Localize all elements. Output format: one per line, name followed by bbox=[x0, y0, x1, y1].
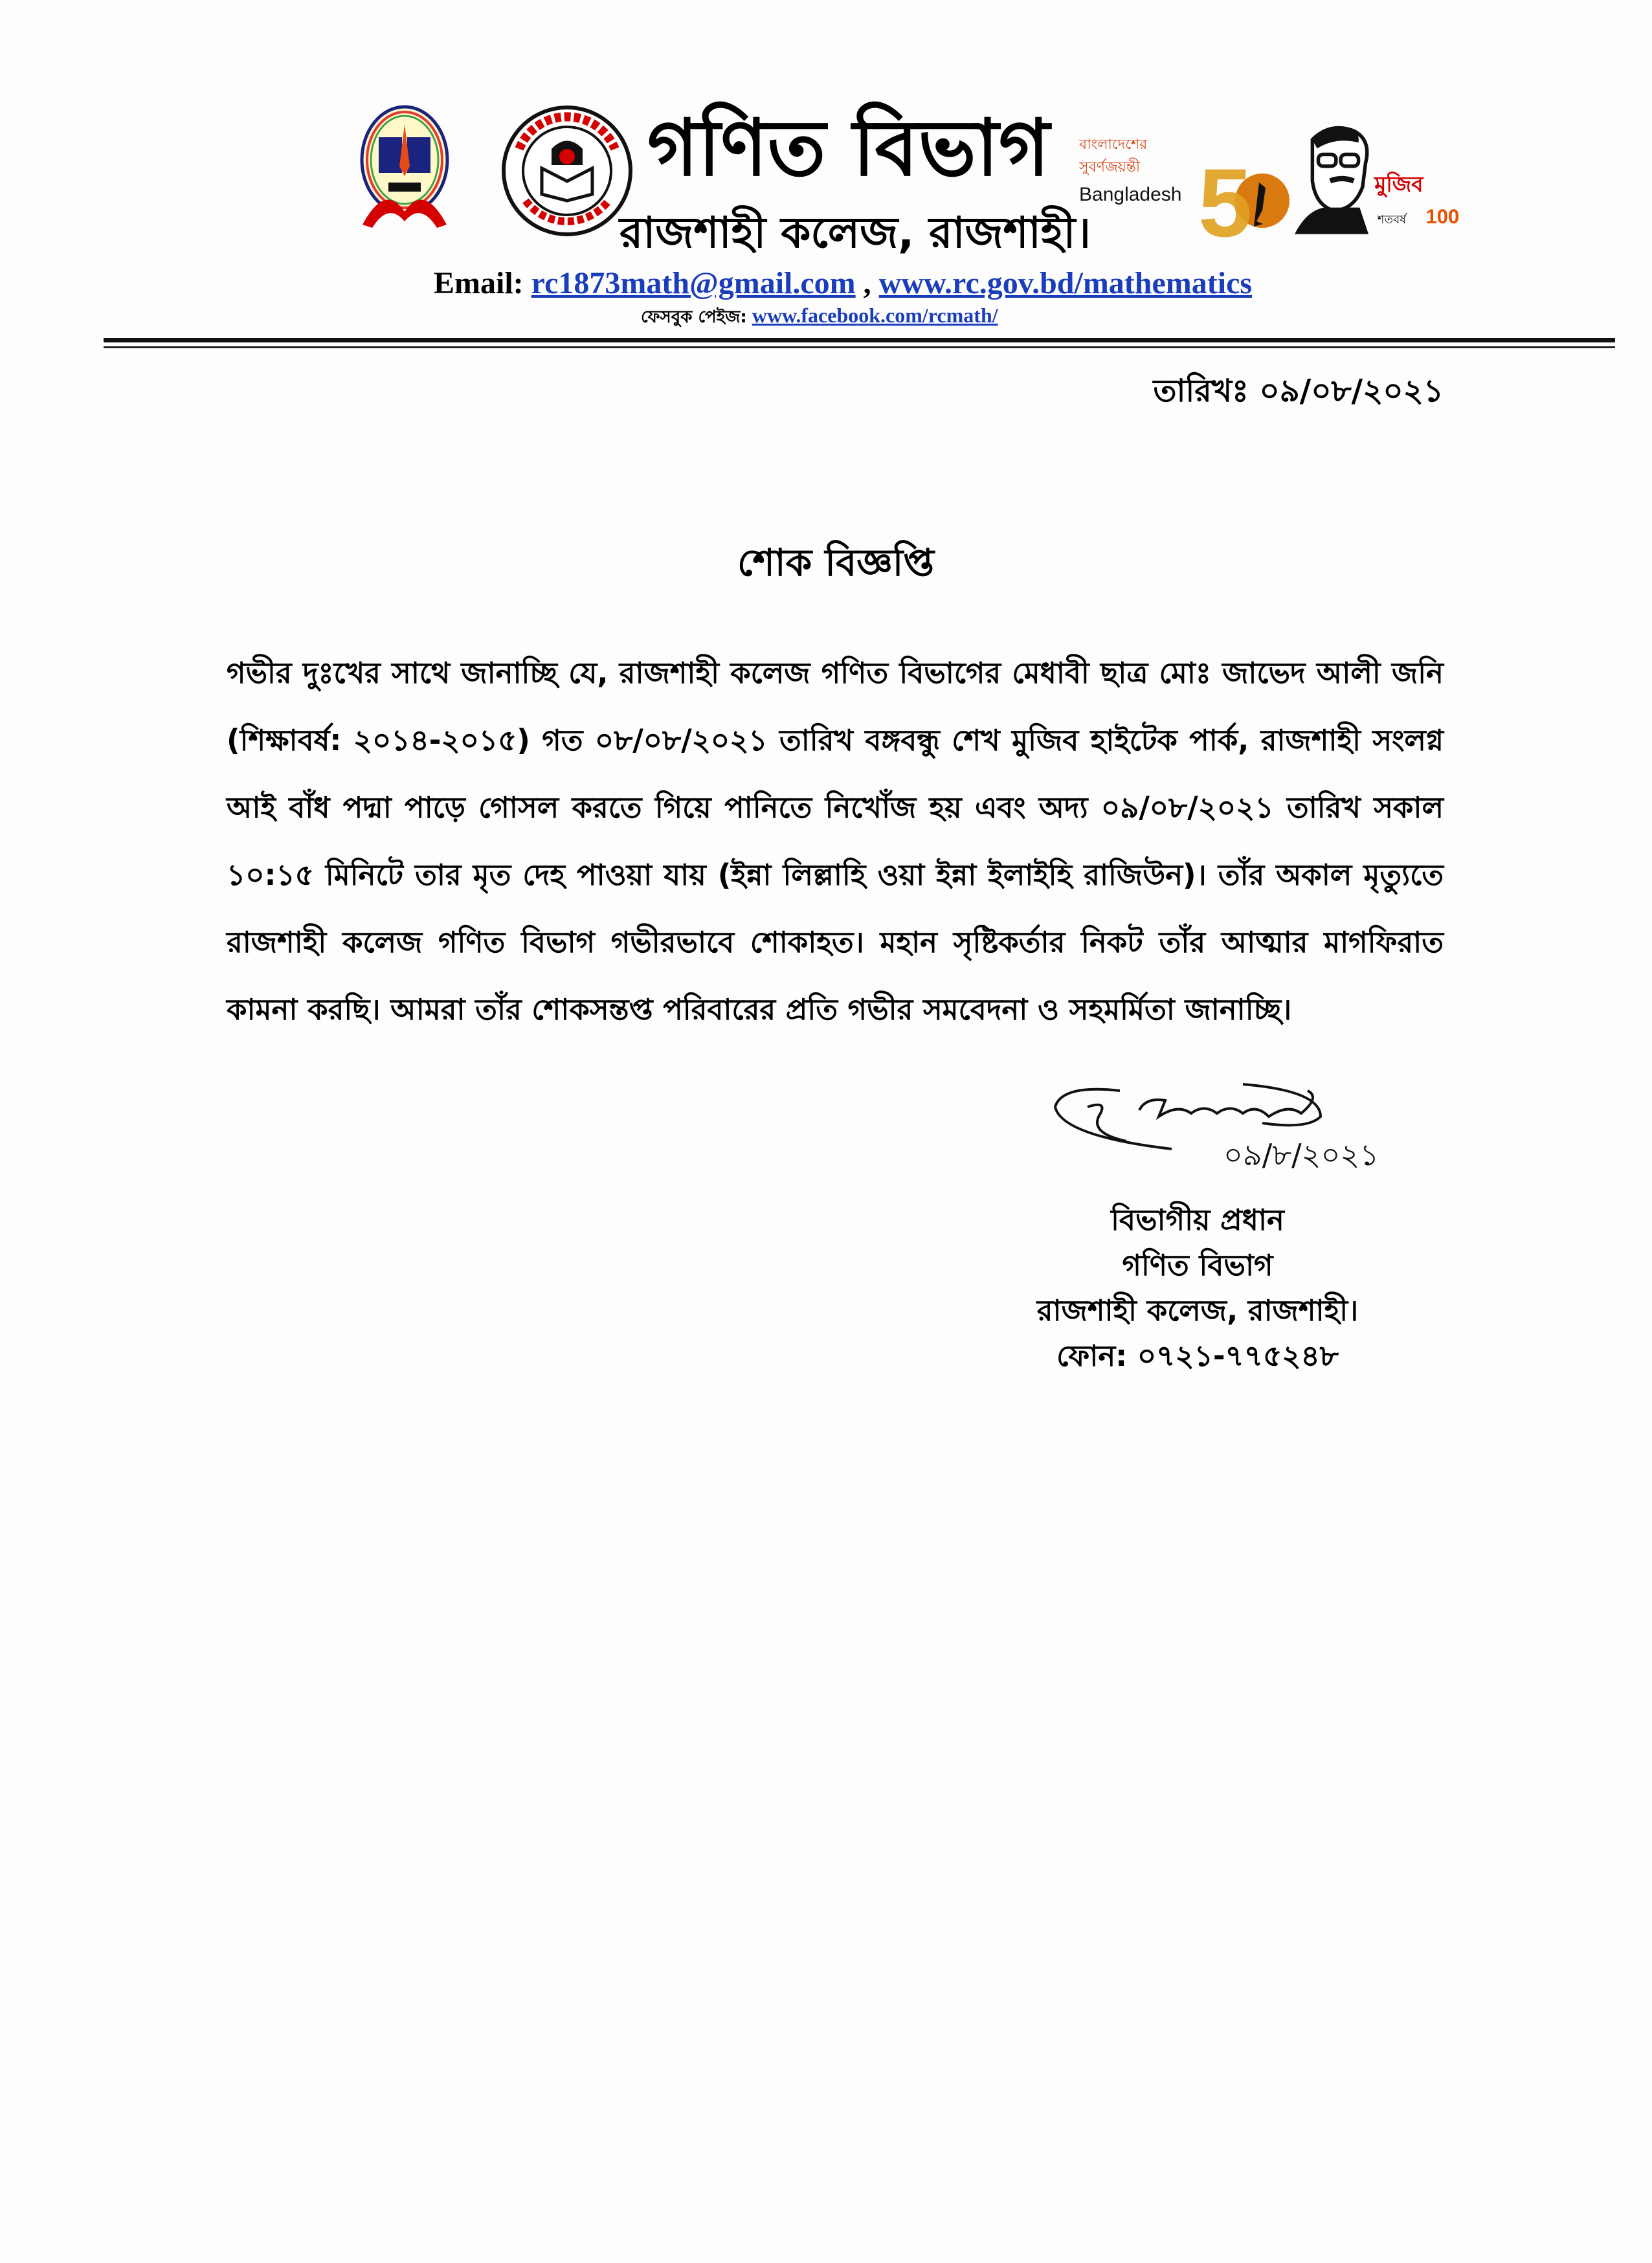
website-link[interactable]: www.rc.gov.bd/mathematics bbox=[878, 266, 1253, 300]
college-name: রাজশাহী কলেজ, রাজশাহী। bbox=[619, 208, 1091, 258]
svg-text:সুবর্ণজয়ন্তী: সুবর্ণজয়ন্তী bbox=[1079, 159, 1141, 175]
email-label: Email: bbox=[434, 266, 524, 300]
body-line: ১০:১৫ মিনিটে তার মৃত দেহ পাওয়া যায় (ইন্না লিল্লাহি ওয়া ইন্না ইলাইহি রাজিউন)। তাঁর অকাল মৃত্যুতে bbox=[227, 858, 1444, 892]
facebook-line bbox=[641, 303, 998, 329]
mujib-centenary-logo bbox=[1295, 117, 1463, 240]
signatory-institution: রাজশাহী কলেজ, রাজশাহী। bbox=[1036, 1293, 1359, 1328]
handwritten-signature bbox=[1049, 1078, 1418, 1181]
svg-text:5: 5 bbox=[1198, 148, 1253, 243]
contact-line bbox=[434, 267, 1252, 300]
svg-text:শতবর্ষ: শতবর্ষ bbox=[1377, 213, 1407, 227]
body-line: আই বাঁধ পদ্মা পাড়ে গোসল করতে গিয়ে পানিতে নিখোঁজ হয় এবং অদ্য ০৯/০৮/২০২১ তারিখ সকাল bbox=[227, 790, 1444, 825]
svg-text:100: 100 bbox=[1425, 205, 1460, 229]
department-title: গণিত বিভাগ bbox=[647, 104, 1050, 194]
body-line: রাজশাহী কলেজ গণিত বিভাগ গভীরভাবে শোকাহত। মহান সৃষ্টিকর্তার নিকট তাঁর আত্মার মাগফিরাত bbox=[227, 925, 1444, 959]
signatory-phone: ফোন: ০৭২১-৭৭৫২৪৮ bbox=[1056, 1339, 1339, 1373]
svg-text:বাংলাদেশের: বাংলাদেশের bbox=[1079, 137, 1148, 153]
header-divider-thick bbox=[104, 338, 1615, 342]
signatory-designation: বিভাগীয় প্রধান bbox=[1111, 1203, 1284, 1237]
body-line: (শিক্ষাবর্ষ: ২০১৪-২০১৫) গত ০৮/০৮/২০২১ তারিখ বঙ্গবন্ধু শেখ মুজিব হাইটেক পার্ক, রাজশাহী সংলগ্ন bbox=[227, 723, 1444, 757]
signature-date: ০৯/৮/২০২১ bbox=[1223, 1137, 1379, 1172]
signature-block bbox=[1010, 1198, 1385, 1379]
header-divider-thin bbox=[104, 346, 1615, 348]
svg-text:মুজিব: মুজিব bbox=[1374, 172, 1423, 197]
facebook-label: ফেসবুক পেইজ: bbox=[641, 307, 747, 327]
contact-separator: , bbox=[863, 266, 871, 300]
golden-jubilee-logo bbox=[1078, 123, 1291, 243]
notice-body bbox=[227, 647, 1444, 1051]
signatory-department: গণিত বিভাগ bbox=[1122, 1248, 1273, 1282]
email-link[interactable]: rc1873math@gmail.com bbox=[531, 266, 856, 300]
body-line: কামনা করছি। আমরা তাঁর শোকসন্তপ্ত পরিবারের প্রতি গভীর সমবেদনা ও সহমর্মিতা জানাচ্ছি। bbox=[227, 992, 1292, 1027]
svg-text:Bangladesh: Bangladesh bbox=[1079, 184, 1182, 205]
notice-date: তারিখঃ ০৯/০৮/২০২১ bbox=[1153, 373, 1444, 409]
facebook-link[interactable]: www.facebook.com/rcmath/ bbox=[752, 304, 998, 327]
body-line: গভীর দুঃখের সাথে জানাচ্ছি যে, রাজশাহী কলেজ গণিত বিভাগের মেধাবী ছাত্র মোঃ জাভেদ আলী জনি bbox=[227, 656, 1444, 690]
notice-title: শোক বিজ্ঞপ্তি bbox=[737, 541, 935, 585]
